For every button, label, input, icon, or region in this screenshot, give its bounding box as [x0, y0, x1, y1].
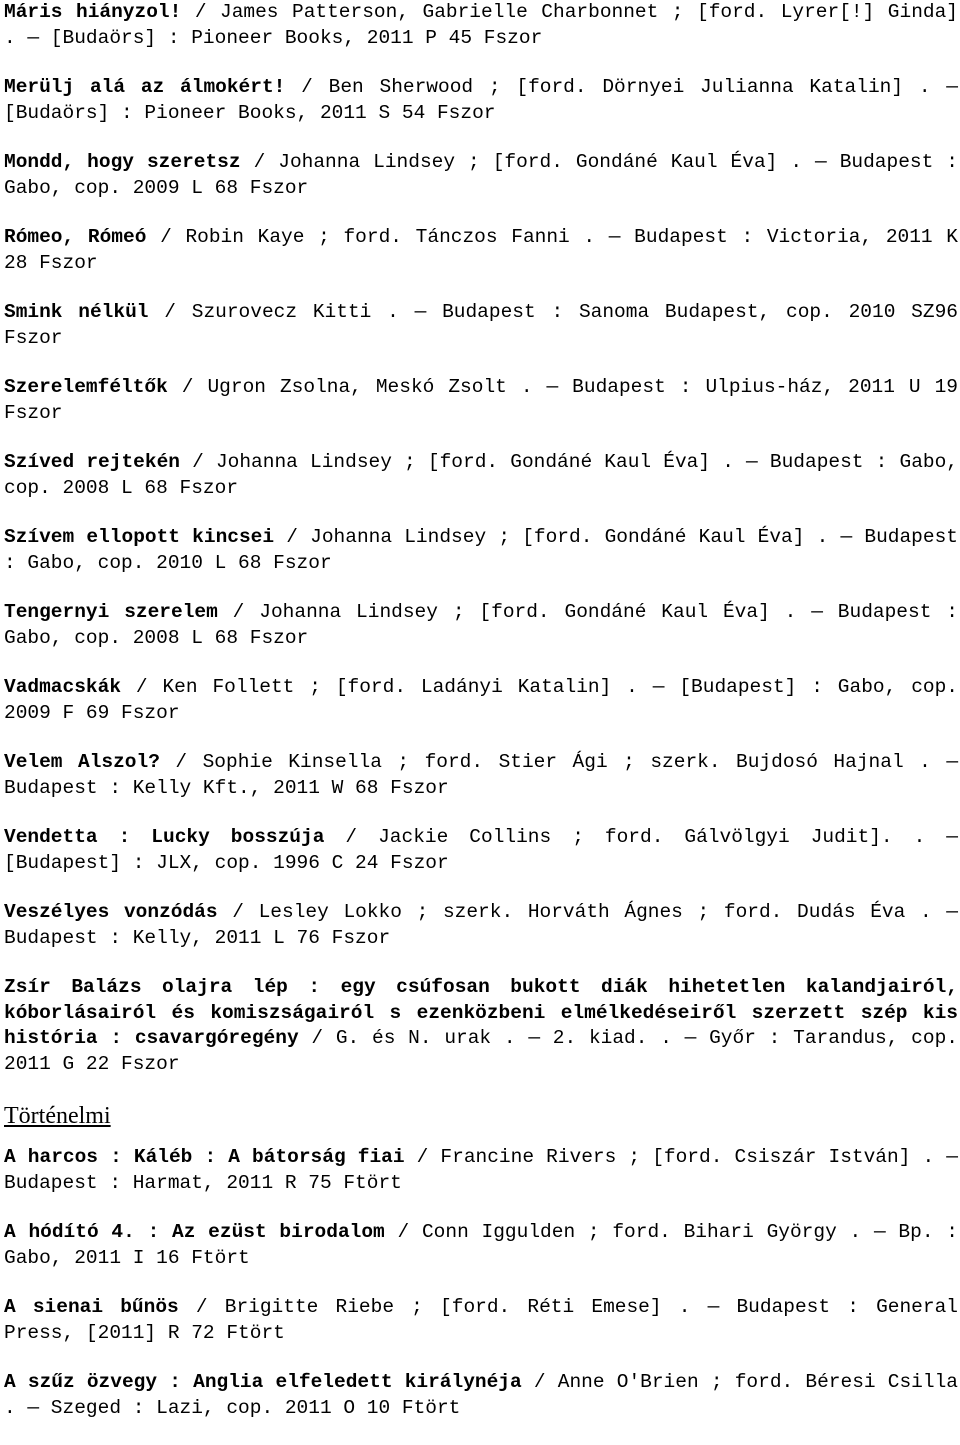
entry-details: / G. és N. urak . — 2. kiad. . — Győr : Tarandus, cop. 2011 G 22 Fszor	[4, 1027, 958, 1075]
catalog-entry	[4, 975, 958, 1077]
entry-details: / Lesley Lokko ; szerk. Horváth Ágnes ; ford. Dudás Éva . — Budapest : Kelly, 2011 L 76 Fszor	[4, 901, 958, 949]
catalog-entry	[4, 900, 958, 951]
entry-title: Merülj alá az álmokért!	[4, 76, 286, 98]
catalog-entry	[4, 825, 958, 876]
catalog-entry	[4, 450, 958, 501]
catalog-entry	[4, 600, 958, 651]
section-heading: Történelmi	[4, 1103, 111, 1129]
entry-title: Veszélyes vonzódás	[4, 901, 218, 923]
catalog-entry	[4, 300, 958, 351]
catalog-entry	[4, 150, 958, 201]
entry-title: Velem Alszol?	[4, 751, 160, 773]
entry-details: / Ugron Zsolna, Meskó Zsolt . — Budapest : Ulpius-ház, 2011 U 19 Fszor	[4, 376, 958, 424]
catalog-entry	[4, 75, 958, 126]
entry-title: A harcos : Káléb : A bátorság fiai	[4, 1146, 405, 1168]
entry-details: / Johanna Lindsey ; [ford. Gondáné Kaul Éva] . — Budapest : Gabo, cop. 2008 L 68 Fszor	[4, 601, 958, 649]
entry-title: Szívem ellopott kincsei	[4, 526, 275, 548]
entry-details: / Ken Follett ; [ford. Ladányi Katalin] . — [Budapest] : Gabo, cop. 2009 F 69 Fszor	[4, 676, 958, 724]
entry-details: / Szurovecz Kitti . — Budapest : Sanoma Budapest, cop. 2010 SZ96 Fszor	[4, 301, 958, 349]
catalog-entry	[4, 1370, 958, 1421]
entry-title: A hódító 4. : Az ezüst birodalom	[4, 1221, 385, 1243]
entry-title: Mondd, hogy szeretsz	[4, 151, 241, 173]
entry-details: / Robin Kaye ; ford. Tánczos Fanni . — Budapest : Victoria, 2011 K 28 Fszor	[4, 226, 958, 274]
catalog-entry	[4, 525, 958, 576]
entry-title: A szűz özvegy : Anglia elfeledett királynéja	[4, 1371, 522, 1393]
entry-details: / Johanna Lindsey ; [ford. Gondáné Kaul Éva] . — Budapest : Gabo, cop. 2010 L 68 Fszor	[4, 526, 958, 574]
entry-details: / Johanna Lindsey ; [ford. Gondáné Kaul Éva] . — Budapest : Gabo, cop. 2009 L 68 Fszor	[4, 151, 958, 199]
entry-details: / James Patterson, Gabrielle Charbonnet ; [ford. Lyrer[!] Ginda] . — [Budaörs] : Pioneer Books, 2011 P 45 Fszor	[4, 1, 959, 49]
catalog-entry	[4, 225, 958, 276]
entry-title: A sienai bűnös	[4, 1296, 179, 1318]
catalog-entry	[4, 375, 958, 426]
entry-title: Tengernyi szerelem	[4, 601, 218, 623]
entry-title: Szíved rejtekén	[4, 451, 180, 473]
entry-details: / Sophie Kinsella ; ford. Stier Ági ; szerk. Bujdosó Hajnal . — Budapest : Kelly Kft., 2011 W 68 Fszor	[4, 751, 959, 799]
entry-details: / Brigitte Riebe ; [ford. Réti Emese] . — Budapest : General Press, [2011] R 72 Ftört	[4, 1296, 958, 1344]
entry-title: Vadmacskák	[4, 676, 122, 698]
entry-title: Rómeo, Rómeó	[4, 226, 147, 248]
catalog-entry	[4, 0, 958, 51]
entry-details: / Johanna Lindsey ; [ford. Gondáné Kaul Éva] . — Budapest : Gabo, cop. 2008 L 68 Fszor	[4, 451, 958, 499]
entry-details: / Anne O'Brien ; ford. Béresi Csilla . — Szeged : Lazi, cop. 2011 O 10 Ftört	[4, 1371, 958, 1419]
catalog-entry	[4, 1220, 958, 1271]
catalog-entry	[4, 675, 958, 726]
entry-details: / Jackie Collins ; ford. Gálvölgyi Judit]. . — [Budapest] : JLX, cop. 1996 C 24 Fszor	[4, 826, 958, 874]
entry-title: Zsír Balázs olajra lép : egy csúfosan bukott diák hihetetlen kalandjairól, kóborlásairól és komiszságairól s ezenközbeni elmélkedéseiről szerzett szép kis história : csavargóregény	[4, 976, 958, 1049]
entry-title: Szerelemféltők	[4, 376, 168, 398]
entry-details: / Conn Iggulden ; ford. Bihari György . — Bp. : Gabo, 2011 I 16 Ftört	[4, 1221, 958, 1269]
catalog-entry	[4, 1295, 958, 1346]
catalog-entry	[4, 750, 958, 801]
entry-details: / Francine Rivers ; [ford. Csiszár István] . — Budapest : Harmat, 2011 R 75 Ftört	[4, 1146, 958, 1194]
catalog-entry	[4, 1145, 958, 1196]
entry-title: Smink nélkül	[4, 301, 149, 323]
entry-title: Máris hiányzol!	[4, 1, 182, 23]
catalog-page	[4, 0, 958, 1445]
entry-details: / Ben Sherwood ; [ford. Dörnyei Julianna Katalin] . — [Budaörs] : Pioneer Books, 2011 S 54 Fszor	[4, 76, 958, 124]
entry-title: Vendetta : Lucky bosszúja	[4, 826, 325, 848]
